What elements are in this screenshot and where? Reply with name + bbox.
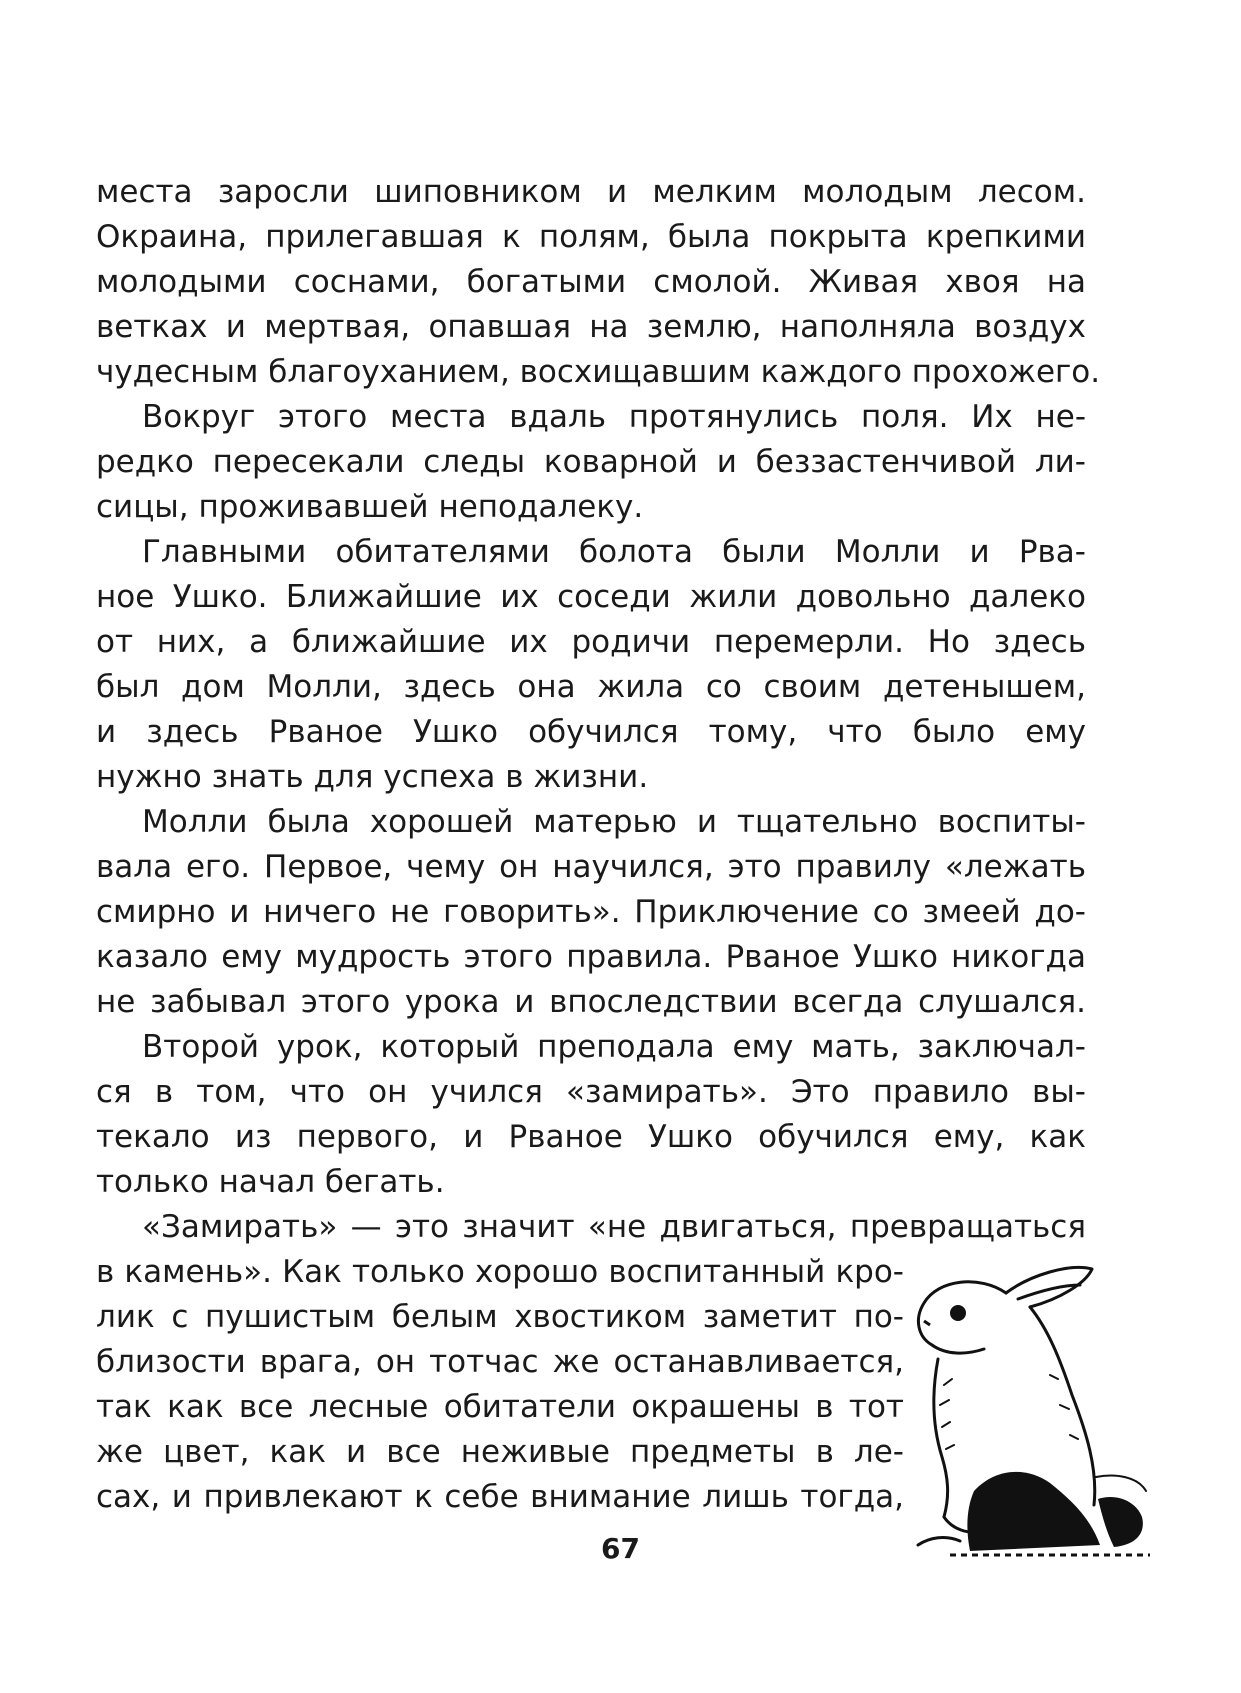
text-line: нужно знать для успеха в жизни.	[96, 759, 649, 795]
text-line: же цвет, как и все неживые предметы в ле-	[96, 1434, 904, 1470]
text-line: так как все лесные обитатели окрашены в тот	[96, 1389, 904, 1425]
text-line: места заросли шиповником и мелким молодым лесом.	[96, 174, 1086, 210]
text-line: был дом Молли, здесь она жила со своим детенышем,	[96, 669, 1086, 705]
text-line: от них, а ближайшие их родичи перемерли. Но здесь	[96, 624, 1086, 660]
text-line: Второй урок, который преподала ему мать, заключал-	[142, 1029, 1086, 1065]
text-line: только начал бегать.	[96, 1164, 445, 1200]
text-line: Главными обитателями болота были Молли и Рва-	[142, 534, 1086, 570]
page-number: 67	[601, 1532, 640, 1565]
text-line: молодыми соснами, богатыми смолой. Живая хвоя на	[96, 264, 1086, 300]
text-line: близости врага, он тотчас же останавливается,	[96, 1344, 904, 1380]
text-line: ное Ушко. Ближайшие их соседи жили довольно далеко	[96, 579, 1086, 615]
rabbit-illustration	[910, 1255, 1180, 1565]
text-line: сицы, проживавшей неподалеку.	[96, 489, 644, 525]
text-line: вала его. Первое, чему он научился, это правилу «лежать	[96, 849, 1086, 885]
text-line: ветках и мертвая, опавшая на землю, наполняла воздух	[96, 309, 1086, 345]
text-line: редко пересекали следы коварной и беззастенчивой ли-	[96, 444, 1086, 480]
text-line: чудесным благоуханием, восхищавшим каждого прохожего.	[96, 354, 1101, 390]
text-line: «Замирать» — это значит «не двигаться, превращаться	[142, 1209, 1086, 1245]
text-line: лик с пушистым белым хвостиком заметит по-	[96, 1299, 904, 1335]
text-line: Окраина, прилегавшая к полям, была покрыта крепкими	[96, 219, 1086, 255]
text-line: ся в том, что он учился «замирать». Это правило вы-	[96, 1074, 1086, 1110]
text-line: смирно и ничего не говорить». Приключение со змеей до-	[96, 894, 1086, 930]
text-line: Вокруг этого места вдаль протянулись поля. Их не-	[142, 399, 1086, 435]
text-line: в камень». Как только хорошо воспитанный кро-	[96, 1254, 904, 1290]
rabbit-eye-icon	[950, 1305, 966, 1321]
text-line: сах, и привлекают к себе внимание лишь тогда,	[96, 1479, 904, 1515]
text-line: казало ему мудрость этого правила. Рваное Ушко никогда	[96, 939, 1086, 975]
text-line: Молли была хорошей матерью и тщательно воспиты-	[142, 804, 1086, 840]
text-line: текало из первого, и Рваное Ушко обучился ему, как	[96, 1119, 1086, 1155]
text-line: и здесь Рваное Ушко обучился тому, что было ему	[96, 714, 1086, 750]
text-line: не забывал этого урока и впоследствии всегда слушался.	[96, 984, 1086, 1020]
